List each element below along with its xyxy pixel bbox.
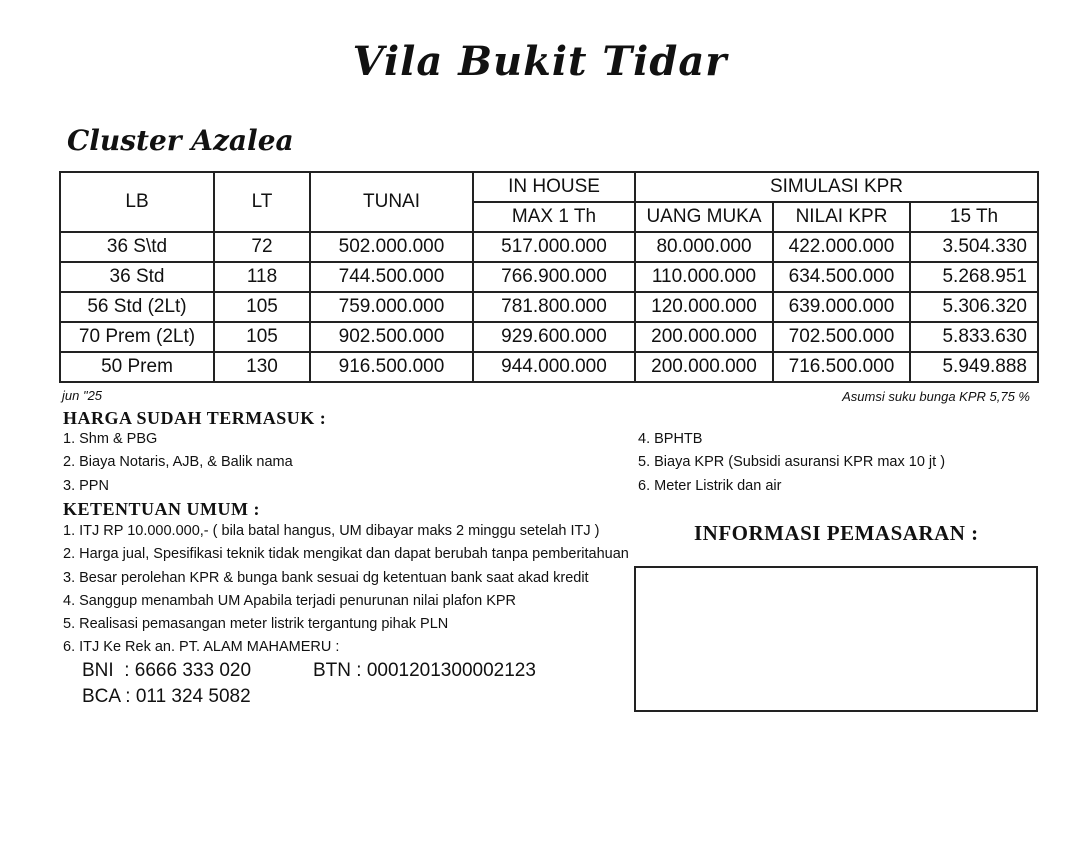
cell-tunai: 902.500.000: [310, 322, 473, 352]
col-header-simulasi-kpr: SIMULASI KPR: [635, 172, 1038, 202]
col-header-lb: LB: [60, 172, 214, 232]
page-title: Vila Bukit Tidar: [352, 38, 728, 85]
bank-account-bca: BCA : 011 324 5082: [82, 686, 251, 707]
included-heading: HARGA SUDAH TERMASUK :: [63, 408, 327, 428]
list-item: 2. Biaya Notaris, AJB, & Balik nama: [63, 454, 293, 471]
price-table: [59, 171, 1039, 383]
cell-nilai-kpr: 716.500.000: [773, 352, 910, 382]
cell-in-house: 929.600.000: [473, 322, 635, 352]
cell-uang-muka: 120.000.000: [635, 292, 773, 322]
cell-lb: 56 Std (2Lt): [60, 292, 214, 322]
marketing-info-box: [634, 566, 1038, 712]
table-row: [60, 262, 1038, 292]
col-header-nilai-kpr: NILAI KPR: [773, 202, 910, 232]
price-date-note: jun "25: [62, 388, 103, 403]
list-item: 1. Shm & PBG: [63, 431, 158, 447]
terms-list: [63, 520, 629, 660]
bank-account-btn: BTN : 0001201300002123: [313, 660, 536, 681]
table-row: [60, 322, 1038, 352]
cell-nilai-kpr: 639.000.000: [773, 292, 910, 322]
bank-account-bni: BNI : 6666 333 020: [82, 660, 252, 681]
cell-lb: 36 S\td: [60, 232, 214, 262]
cell-uang-muka: 200.000.000: [635, 352, 773, 382]
col-header-in-house-max: MAX 1 Th: [473, 202, 635, 232]
cell-lt: 130: [214, 352, 310, 382]
cell-lb: 50 Prem: [60, 352, 214, 382]
terms-heading: KETENTUAN UMUM :: [63, 499, 260, 519]
cell-uang-muka: 110.000.000: [635, 262, 773, 292]
cell-nilai-kpr: 422.000.000: [773, 232, 910, 262]
cell-lt: 72: [214, 232, 310, 262]
list-item: 6. ITJ Ke Rek an. PT. ALAM MAHAMERU :: [63, 639, 340, 656]
list-item: 5. Realisasi pemasangan meter listrik tergantung pihak PLN: [63, 616, 449, 633]
list-item: 3. PPN: [63, 477, 109, 494]
cell-in-house: 781.800.000: [473, 292, 635, 322]
cell-angsuran: 5.306.320: [910, 292, 1038, 322]
cell-lb: 36 Std: [60, 262, 214, 292]
table-row: [60, 232, 1038, 262]
cell-lt: 105: [214, 292, 310, 322]
cell-tunai: 759.000.000: [310, 292, 473, 322]
list-item: 2. Harga jual, Spesifikasi teknik tidak mengikat dan dapat berubah tanpa pemberitahuan: [63, 546, 629, 563]
list-item: 5. Biaya KPR (Subsidi asuransi KPR max 10 jt ): [638, 454, 946, 471]
interest-rate-note: Asumsi suku bunga KPR 5,75 %: [842, 389, 1030, 404]
col-header-tenor: 15 Th: [910, 202, 1038, 232]
cell-nilai-kpr: 702.500.000: [773, 322, 910, 352]
cell-nilai-kpr: 634.500.000: [773, 262, 910, 292]
list-item: 4. Sanggup menambah UM Apabila terjadi penurunan nilai plafon KPR: [63, 592, 517, 609]
col-header-in-house: IN HOUSE: [473, 172, 635, 202]
cell-lt: 118: [214, 262, 310, 292]
table-row: [60, 352, 1038, 382]
cell-tunai: 502.000.000: [310, 232, 473, 262]
cell-in-house: 517.000.000: [473, 232, 635, 262]
list-item: 6. Meter Listrik dan air: [638, 477, 782, 494]
cell-uang-muka: 80.000.000: [635, 232, 773, 262]
cell-in-house: 766.900.000: [473, 262, 635, 292]
included-list-left: [63, 428, 293, 498]
cell-in-house: 944.000.000: [473, 352, 635, 382]
included-list-right: [638, 428, 945, 498]
cell-tunai: 744.500.000: [310, 262, 473, 292]
list-item: 3. Besar perolehan KPR & bunga bank sesuai dg ketentuan bank saat akad kredit: [63, 569, 589, 586]
list-item: 1. ITJ RP 10.000.000,- ( bila batal hangus, UM dibayar maks 2 minggu setelah ITJ ): [63, 523, 600, 539]
list-item: 4. BPHTB: [638, 431, 703, 447]
cell-angsuran: 5.949.888: [910, 352, 1038, 382]
col-header-tunai: TUNAI: [310, 172, 473, 232]
cell-angsuran: 5.268.951: [910, 262, 1038, 292]
table-row: [60, 292, 1038, 322]
cell-tunai: 916.500.000: [310, 352, 473, 382]
cluster-subtitle: Cluster Azalea: [67, 124, 294, 157]
marketing-info-heading: INFORMASI PEMASARAN :: [694, 521, 979, 545]
col-header-lt: LT: [214, 172, 310, 232]
cell-angsuran: 3.504.330: [910, 232, 1038, 262]
cell-uang-muka: 200.000.000: [635, 322, 773, 352]
cell-angsuran: 5.833.630: [910, 322, 1038, 352]
cell-lt: 105: [214, 322, 310, 352]
cell-lb: 70 Prem (2Lt): [60, 322, 214, 352]
col-header-uang-muka: UANG MUKA: [635, 202, 773, 232]
